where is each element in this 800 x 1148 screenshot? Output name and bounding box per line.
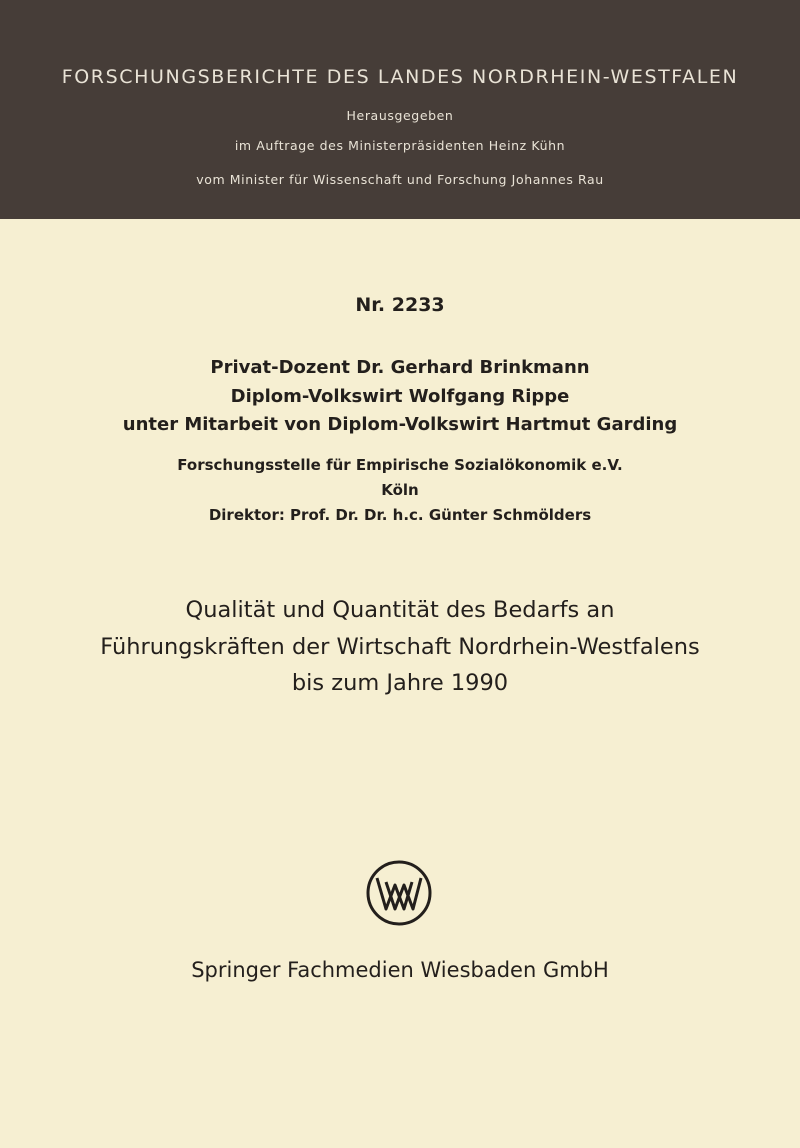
editor-line-1: Herausgegeben xyxy=(346,108,454,123)
editor-line-3: vom Minister für Wissenschaft und Forschung Johannes Rau xyxy=(196,172,604,187)
author-line-3: unter Mitarbeit von Diplom-Volkswirt Hartmut Garding xyxy=(122,414,678,435)
institution-name: Forschungsstelle für Empirische Sozialökonomik e.V. xyxy=(177,456,623,474)
book-title-line-3: bis zum Jahre 1990 xyxy=(291,670,509,696)
author-line-2: Diplom-Volkswirt Wolfgang Rippe xyxy=(230,386,570,407)
book-title-line-1: Qualität und Quantität des Bedarfs an xyxy=(185,597,615,623)
editor-line-2: im Auftrage des Ministerpräsidenten Heinz Kühn xyxy=(234,138,566,153)
book-title-line-2: Führungskräften der Wirtschaft Nordrhein-Westfalens xyxy=(100,634,700,660)
series-title: FORSCHUNGSBERICHTE DES LANDES NORDRHEIN-WESTFALEN xyxy=(61,66,739,88)
institution-director: Direktor: Prof. Dr. Dr. h.c. Günter Schmölders xyxy=(208,506,592,524)
publisher-w-logo-icon xyxy=(364,858,434,928)
series-header xyxy=(0,0,800,219)
volume-number: Nr. 2233 xyxy=(355,294,445,316)
institution-city: Köln xyxy=(381,481,419,499)
author-line-1: Privat-Dozent Dr. Gerhard Brinkmann xyxy=(210,357,590,378)
publisher-name: Springer Fachmedien Wiesbaden GmbH xyxy=(191,958,609,982)
